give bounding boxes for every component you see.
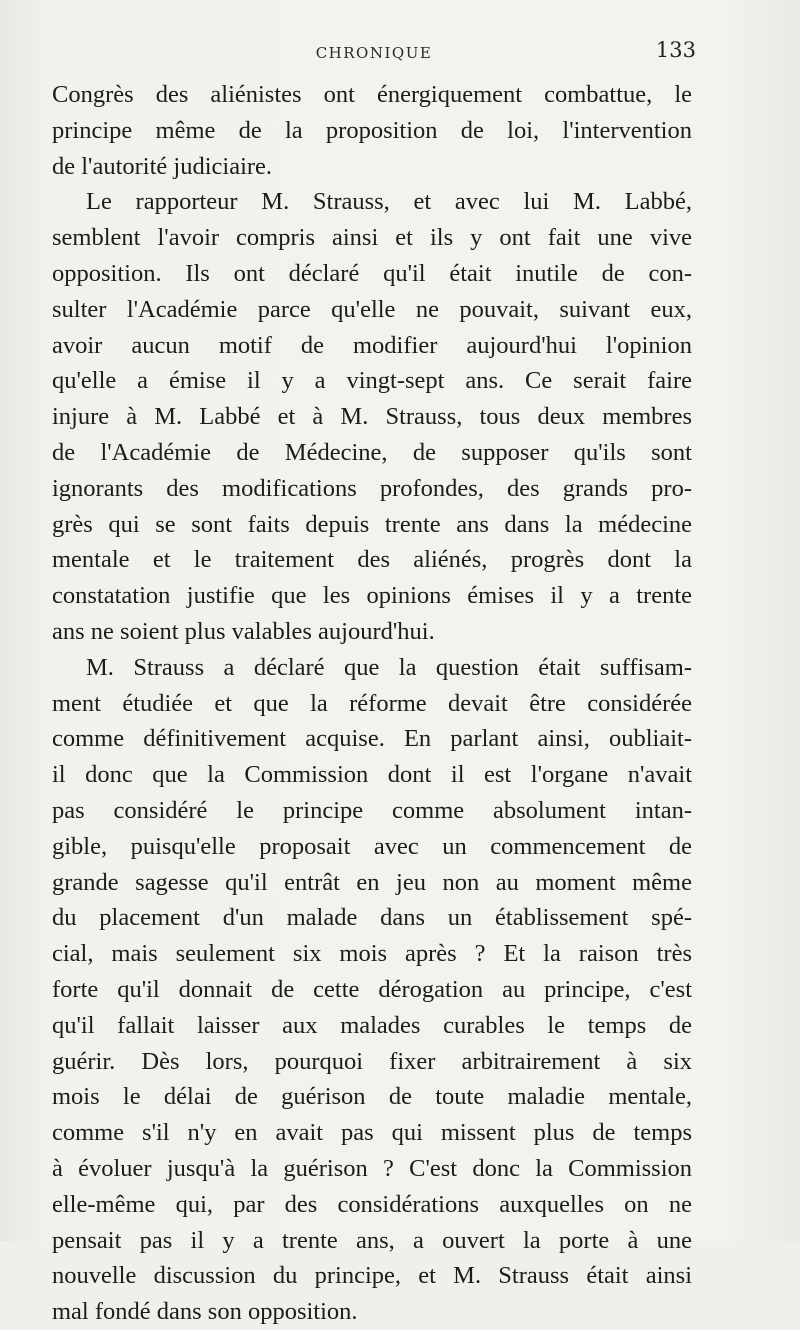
body-text bbox=[52, 77, 692, 1330]
text-line: injure à M. Labbé et à M. Strauss, tous deux membres bbox=[52, 403, 692, 431]
text-line: de l'Académie de Médecine, de supposer qu'ils sont bbox=[52, 438, 692, 466]
text-line: gible, puisqu'elle proposait avec un commencement de bbox=[52, 832, 692, 860]
page-header bbox=[58, 34, 696, 74]
text-line: pas considéré le principe comme absolument intan- bbox=[52, 796, 692, 824]
text-line: il donc que la Commission dont il est l'organe n'avait bbox=[52, 761, 692, 789]
text-line: de l'autorité judiciaire. bbox=[52, 152, 273, 180]
text-line: sulter l'Académie parce qu'elle ne pouvait, suivant eux, bbox=[52, 295, 692, 323]
text-line: comme s'il n'y en avait pas qui missent plus de temps bbox=[52, 1119, 692, 1147]
text-line: avoir aucun motif de modifier aujourd'hui l'opinion bbox=[52, 331, 692, 359]
text-line: grande sagesse qu'il entrât en jeu non au moment même bbox=[52, 868, 692, 896]
text-line: guérir. Dès lors, pourquoi fixer arbitrairement à six bbox=[52, 1047, 692, 1075]
text-line: du placement d'un malade dans un établissement spé- bbox=[52, 904, 692, 932]
text-line: ans ne soient plus valables aujourd'hui. bbox=[52, 617, 435, 645]
text-line: grès qui se sont faits depuis trente ans dans la médecine bbox=[52, 510, 692, 538]
text-line: Le rapporteur M. Strauss, et avec lui M. Labbé, bbox=[86, 188, 692, 216]
text-line: cial, mais seulement six mois après ? Et la raison très bbox=[52, 940, 692, 968]
text-line: forte qu'il donnait de cette dérogation au principe, c'est bbox=[52, 975, 692, 1003]
text-line: principe même de la proposition de loi, l'intervention bbox=[52, 116, 692, 144]
text-line: à évoluer jusqu'à la guérison ? C'est donc la Commission bbox=[52, 1154, 692, 1182]
text-line: nouvelle discussion du principe, et M. Strauss était ainsi bbox=[52, 1262, 692, 1290]
text-line: semblent l'avoir compris ainsi et ils y ont fait une vive bbox=[52, 224, 692, 252]
text-line: M. Strauss a déclaré que la question était suffisam- bbox=[86, 653, 692, 681]
text-line: mal fondé dans son opposition. bbox=[52, 1298, 358, 1326]
text-line: qu'elle a émise il y a vingt-sept ans. Ce serait faire bbox=[52, 367, 692, 395]
text-line: Congrès des aliénistes ont énergiquement combattue, le bbox=[52, 81, 692, 108]
text-line: mois le délai de guérison de toute maladie mentale, bbox=[52, 1083, 692, 1111]
text-line: comme définitivement acquise. En parlant ainsi, oubliait- bbox=[52, 725, 692, 753]
text-line: ignorants des modifications profondes, des grands pro- bbox=[52, 474, 692, 502]
running-head: CHRONIQUE bbox=[315, 44, 433, 62]
text-line: pensait pas il y a trente ans, a ouvert la porte à une bbox=[52, 1226, 692, 1254]
text-line: mentale et le traitement des aliénés, progrès dont la bbox=[52, 546, 692, 574]
text-line: elle-même qui, par des considérations auxquelles on ne bbox=[52, 1190, 692, 1218]
text-line: qu'il fallait laisser aux malades curables le temps de bbox=[52, 1011, 692, 1039]
text-line: ment étudiée et que la réforme devait être considérée bbox=[52, 689, 692, 717]
page-number: 133 bbox=[655, 38, 696, 62]
text-line: constatation justifie que les opinions émises il y a trente bbox=[52, 582, 692, 610]
text-line: opposition. Ils ont déclaré qu'il était inutile de con- bbox=[52, 259, 692, 287]
